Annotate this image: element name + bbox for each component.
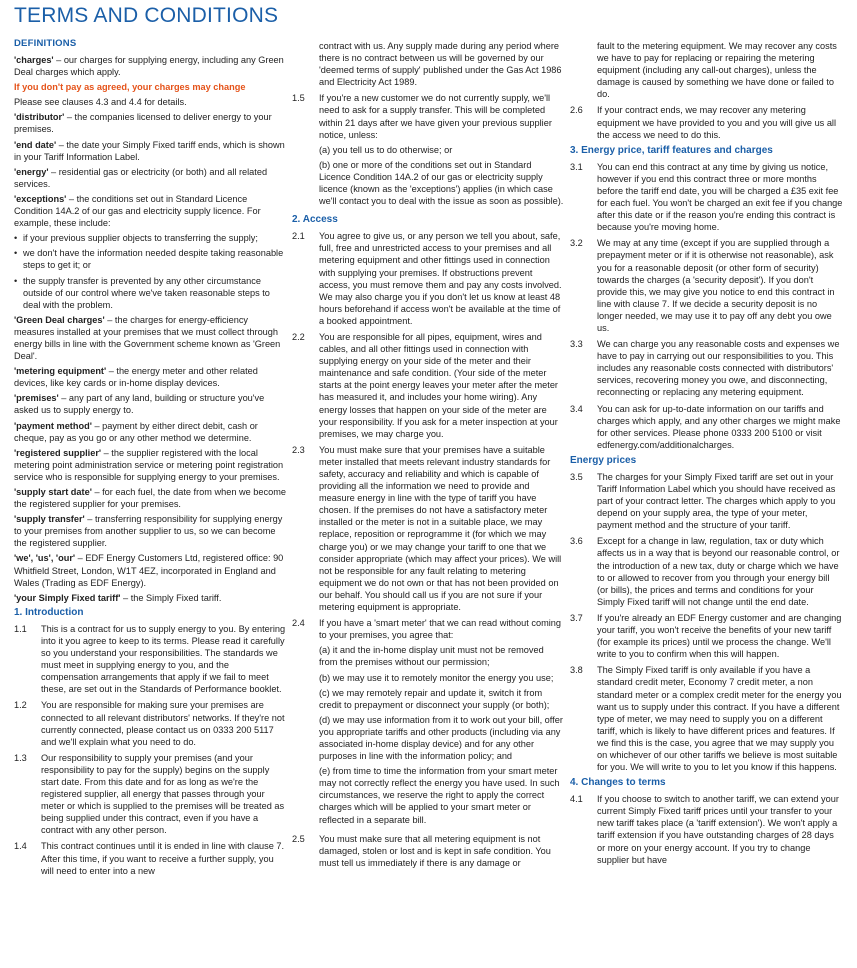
- clause-2-4-e: (e) from time to time the information from your smart meter may not correctly reflect the energy you have used. In such circumstances, we reserve the right to apply the correct charges which will be applied to your smart meter or reflected in a separate bill.: [319, 766, 560, 825]
- clause-1-3: 1.3 Our responsibility to supply your premises (and your responsibility to pay for the supply) begins on the supply start date. From this date and for as long as we're the registered supplier, all energy that passes through your meter or which is supplied to the premises will be treated as being supplied under this contract, even if you have a contract with any other person.: [14, 752, 285, 836]
- clause-3-6: 3.6 Except for a change in law, regulation, tax or duty which affects us in a way that is beyond our reasonable control, or the introduction of a new tax, duty or charge which we have to or allowed to recover from you through your energy bill (or bills), the prices and terms and conditions for your Simply Fixed tariff will not change until the end date.: [570, 536, 840, 607]
- clause-1-5-a: (a) you tell us to do otherwise; or: [319, 144, 453, 155]
- clause-2-4: 2.4 If you have a 'smart meter' that we can read without coming to your premises, you agree that: (a) it and the in-home display unit must not be removed from the premises without our permission; (b) we may use it to remotely monitor the energy you use; (c) we may remotely repair and update it, switch it from credit to prepayment or disconnect your supply (or both); (d) we may use information from it to work out your bill, offer you appropriate tariffs and other products (including via any associated in-home display device) and for any other purposes in line with the information policy; and (e) from time to time the information from your smart meter may not correctly reflect the energy you have used. In such circumstances, we reserve the right to apply the correct charges which will be applied to your smart meter or reflected in a separate bill.: [292, 618, 563, 825]
- clause-2-1: 2.1 You agree to give us, or any person we tell you about, safe, full, free and unrestricted access to your premises and all metering equipment and other fittings used in connection with supplying your premises. If obstructions prevent access, you must remove them and pay any costs involved. We may also charge you if you don't let us know at least 48 hours beforehand if access won't be available at the time of a booked appointment.: [292, 231, 562, 326]
- clause-1-5: 1.5 If you're a new customer we do not currently supply, we'll need to ask for a supply transfer. This will be completed within 21 days after we have given your previous supplier notice, unless: (a) you tell us to do otherwise; or (b) one or more of the conditions set out in Standard Licence Condition 14A.2 of our gas or electricity supply licence (known as the 'exceptions') applies (in which case we'll contact you to deal with the issue as soon as possible).: [292, 93, 564, 207]
- exceptions-bullet: • if your previous supplier objects to transferring the supply;: [14, 232, 288, 244]
- clause-2-6: 2.6 If your contract ends, we may recover any metering equipment we have provided to you and you will give us all the access we need to do this.: [570, 105, 837, 140]
- section-heading-changes-to-terms: 4. Changes to terms: [570, 777, 666, 789]
- clause-3-5: 3.5 The charges for your Simply Fixed tariff are set out in your Tariff Information Label which you should have received as part of your contract letter. The charges which apply to you depend on your supply area, the type of your meter, payment method and the structure of your tariff.: [570, 471, 836, 531]
- definition-simply-fixed-tariff: 'your Simply Fixed tariff' – the Simply Fixed tariff.: [14, 592, 222, 603]
- column-1: [14, 38, 288, 881]
- definition-energy: 'energy' – residential gas or electricity (or both) and all related services.: [14, 166, 268, 189]
- clause-2-4-b: (b) we may use it to remotely monitor the energy you use;: [319, 672, 554, 683]
- clause-3-4: 3.4 You can ask for up-to-date information on our tariffs and charges which apply, and any other charges we might make for other services. Please phone 0333 200 5100 or visit edfenergy.com/additionalcharges.: [570, 403, 841, 450]
- clause-2-2: 2.2 You are responsible for all pipes, equipment, wires and cables, and all other fittings used in connection with supplying energy on your side of the meter and their maintenance and safe condition. (Your side of the meter starts at the point energy leaves your meter after the meter has measured it, and includes your home wiring). Any energy losses that happen on your side of the meter are your responsibility. If you ask for a meter inspection at your premises, we may charge you.: [292, 331, 558, 439]
- clause-3-1: 3.1 You can end this contract at any time by giving us notice, however if you end this contract three or more months before the tariff end date, you will be charged a £35 exit fee for each fuel. You won't be charged an exit fee if you change after this date or if the reason you're ending this contract is because you're moving home.: [570, 161, 843, 233]
- definition-green-deal-charges: 'Green Deal charges' – the charges for energy-efficiency measures installed at your premises that we must collect through energy bills in line with the Government scheme known as 'Green Deal'.: [14, 314, 281, 362]
- section-heading-energy-price: 3. Energy price, tariff features and charges: [570, 144, 773, 156]
- clause-2-5: 2.5 You must make sure that all metering equipment is not damaged, stolen or lost and is kept in safe condition. You must tell us immediately if there is any damage or: [292, 833, 551, 868]
- column-2: [292, 40, 564, 873]
- clause-1-2: 1.2 You are responsible for making sure your premises are connected to all relevant distributors' networks. If they're not currently connected, please contact us on 0333 200 5117 and we'll explain what you need to do.: [14, 700, 285, 747]
- definition-supply-transfer: 'supply transfer' – transferring responsibility for supplying energy to your premises from another supplier to us, so we can become the registered supplier.: [14, 514, 283, 549]
- section-heading-energy-prices: Energy prices: [570, 454, 637, 466]
- definition-charges: 'charges' – our charges for supplying energy, including any Green Deal charges which apply.: [14, 55, 284, 78]
- definitions-heading: DEFINITIONS: [14, 38, 77, 49]
- clause-3-2: 3.2 We may at any time (except if you are supplied through a prepayment meter or if it is otherwise not reasonable), ask you for a reasonable deposit (or other form of security) towards the charges (a 'security deposit'). If you don't provide this, we may give you notice to end this contract in line with clause 7. If we decide a security deposit is no longer needed, we may use it to pay off any debt you owe us.: [570, 238, 835, 333]
- clause-3-8: 3.8 The Simply Fixed tariff is only available if you have a standard credit meter, Economy 7 credit meter, a non standard meter or a complex credit meter for the energy you want us to supply under this contract. If you have a different type of meter, we may need to supply you on a different tariff, which is likely to have different prices and features. If we find this is the case, you agree that we may supply you on whichever of our other tariffs we believe is most suitable for you. We will write to you to let you know if this happens.: [570, 665, 842, 773]
- section-heading-access: 2. Access: [292, 214, 338, 226]
- clause-2-5-continuation: fault to the metering equipment. We may recover any costs we have to pay for replacing or repairing the metering equipment (including any call-out charges), unless the damage is caused by something we have done or failed to do.: [597, 41, 837, 100]
- clause-2-3: 2.3 You must make sure that your premises have a suitable meter installed that meets relevant industry standards for safety, accuracy and reliability and which is capable of providing all the information we need to provide and measure energy in line with the type of tariff you have chosen. If the premises do not have a satisfactory meter installed or the meter is not in a suitable place, we may replace, reposition or reprogramme it (for which we may charge you) or we may change your tariff to one that we consider appropriate (which may affect your prices). We will not be responsible for any fault relating to metering equipment we do not own or that has not been provided on our behalf. You should call us if you are not sure if your metering equipment is appropriate.: [292, 444, 562, 613]
- definition-we-us-our: 'we', 'us', 'our' – EDF Energy Customers Ltd, registered office: 90 Whitfield Street, London, W1T 4EZ, incorporated in England and Wales (Trading as EDF Energy).: [14, 553, 284, 588]
- definition-distributor: 'distributor' – the companies licensed to deliver energy to your premises.: [14, 112, 272, 135]
- clause-1-1: 1.1 This is a contract for us to supply energy to you. By entering into it you agree to keep to its terms. Please read it carefully so you understand your responsibilities. The standards we must meet in supplying energy to you, and the compensation arrangements that apply if we fail to meet these, are set out in the Standards of Performance booklet.: [14, 623, 286, 695]
- definition-metering-equipment: 'metering equipment' – the energy meter and other related devices, like key cards or in-home display devices.: [14, 366, 258, 389]
- exceptions-bullet: • the supply transfer is prevented by any other circumstance outside of our control where we've taken reasonable steps to deal with the problem.: [14, 275, 288, 311]
- payment-warning-note: Please see clauses 4.3 and 4.4 for details.: [14, 97, 187, 108]
- definition-registered-supplier: 'registered supplier' – the supplier registered with the local metering point administration service or metering point registration service who is responsible for supplying energy to your premises.: [14, 447, 284, 482]
- definition-premises: 'premises' – any part of any land, building or structure you've asked us to supply energy to.: [14, 393, 265, 416]
- clause-1-4-continuation: contract with us. Any supply made during any period where there is no contract between us will be governed by our 'deemed terms of supply' published under the Gas Act 1986 and Electricity Act 1989.: [319, 41, 562, 88]
- section-heading-introduction: 1. Introduction: [14, 606, 84, 618]
- clause-2-4-c: (c) we may remotely repair and update it, switch it from credit to prepayment or disconnect your supply (or both);: [319, 687, 550, 710]
- clause-1-5-b: (b) one or more of the conditions set out in Standard Licence Condition 14A.2 of our gas or electricity supply licence (known as the 'exceptions') applies (in which case we'll contact you to deal with the issue as soon as possible).: [319, 159, 564, 207]
- clause-2-4-a: (a) it and the in-home display unit must not be removed from the premises without our permission;: [319, 645, 544, 668]
- clause-3-3: 3.3 We can charge you any reasonable costs and expenses we have to pay in carrying out our responsibilities to you. This includes any reasonable costs connected with distributors' services, recovering money you owe, and disconnecting, reconnecting or replacing any metering equipment.: [570, 339, 840, 398]
- clause-1-4: 1.4 This contract continues until it is ended in line with clause 7. After this time, if you want to receive a further supply, you will need to enter into a new: [14, 841, 285, 876]
- clause-4-1: 4.1 If you choose to switch to another tariff, we can extend your current Simply Fixed tariff prices until your transfer to your new tariff takes place (a 'tariff extension'). We won't apply a tariff extension if you have outstanding charges of 28 days or more on your energy account. If you try to change supplier but have: [570, 794, 839, 865]
- exceptions-bullet: • we don't have the information needed despite taking reasonable steps to get it; or: [14, 247, 288, 271]
- definition-end-date: 'end date' – the date your Simply Fixed tariff ends, which is shown in your Tariff Information Label.: [14, 139, 285, 162]
- definition-exceptions: 'exceptions' – the conditions set out in Standard Licence Condition 14A.2 of our gas and electricity supply licence. For example, these include:: [14, 193, 261, 229]
- column-3: [570, 40, 843, 870]
- clause-2-4-d: (d) we may use information from it to work out your bill, offer you appropriate tariffs and other products (including via any associated in-home display device) and for any other purposes in line with the information policy; and: [319, 714, 563, 762]
- payment-warning: If you don't pay as agreed, your charges may change: [14, 82, 246, 93]
- page-title: TERMS AND CONDITIONS: [14, 4, 279, 27]
- clause-3-7: 3.7 If you're already an EDF Energy customer and are changing your tariff, you won't receive the benefits of your new tariff (for example its prices) until we process the change. We'll write to you to confirm when this will happen.: [570, 612, 842, 660]
- definition-supply-start-date: 'supply start date' – for each fuel, the date from when we become the registered supplier for your premises.: [14, 487, 286, 510]
- definition-payment-method: 'payment method' – payment by either direct debit, cash or cheque, pay as you go or any other method we determine.: [14, 420, 258, 443]
